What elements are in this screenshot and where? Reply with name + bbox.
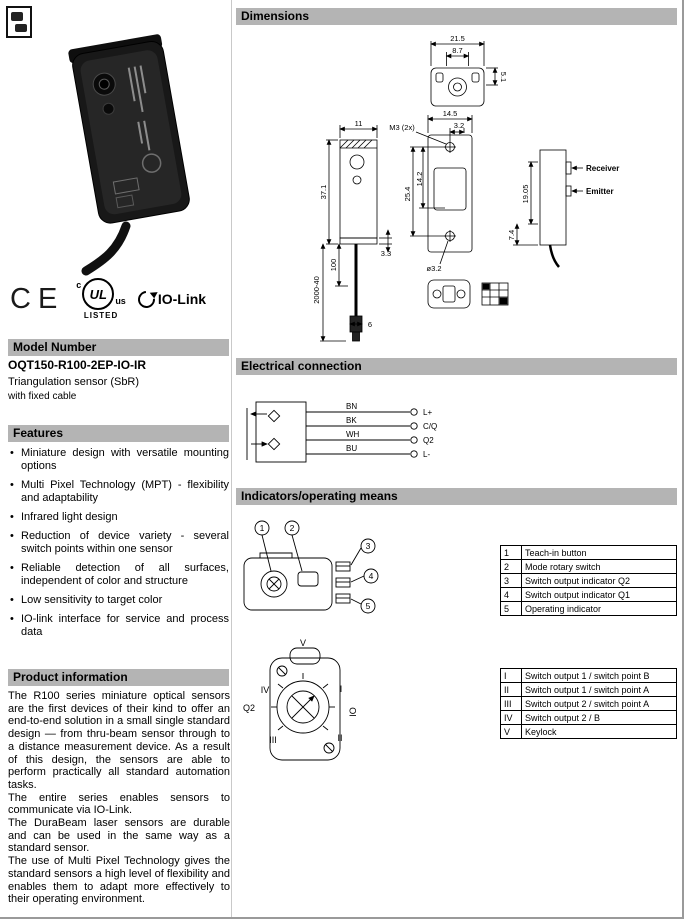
product-information-header: Product information xyxy=(8,669,229,686)
wire-color: BK xyxy=(346,416,357,425)
legend-label: Switch output 1 / switch point A xyxy=(522,683,677,697)
wire-terminal: C/Q xyxy=(423,422,438,431)
dial-position-iii: III xyxy=(269,735,277,745)
legend-key: V xyxy=(501,725,522,739)
dim-label: 5.1 xyxy=(499,71,508,83)
legend-key: 3 xyxy=(501,574,522,588)
legend-label: Switch output 1 / switch point B xyxy=(522,669,677,683)
legend-label: Mode rotary switch xyxy=(522,560,677,574)
dial-position-q2: Q2 xyxy=(242,703,256,713)
legend-row xyxy=(501,574,677,588)
dim-label: 3.2 xyxy=(453,121,465,130)
manufacturer-logo xyxy=(6,6,32,38)
callout-number: 2 xyxy=(289,523,295,533)
model-number-header: Model Number xyxy=(8,339,229,356)
product-info-paragraph: The entire series enables sensors to communicate via IO-Link. xyxy=(8,791,230,817)
feature-item: • Multi Pixel Technology (MPT) - flexibility and adaptability xyxy=(8,479,229,505)
product-info-paragraph: The R100 series miniature optical sensors are the first devices of their kind to offer an end-to-end solution in a small single standard design — from thru-beam sensor through to a distance measurement device. As a result of this design, the sensors are able to perform practically all standard automation tasks. xyxy=(8,690,230,791)
io-link-logo xyxy=(138,291,206,308)
ul-c-text: c xyxy=(76,280,82,290)
feature-item: • Miniature design with versatile mounting options xyxy=(8,447,229,473)
ul-listed-text: LISTED xyxy=(83,311,119,320)
legend-label: Switch output 2 / B xyxy=(522,711,677,725)
dial-position-iv: IV xyxy=(260,685,270,695)
dial-position-ii: II xyxy=(337,733,343,743)
dim-label: 100 xyxy=(329,258,338,272)
ul-mark xyxy=(76,278,126,310)
callout-number: 5 xyxy=(365,601,371,611)
features-header: Features xyxy=(8,425,229,442)
dial-position-i: I xyxy=(339,684,343,694)
legend-row xyxy=(501,546,677,560)
legend-label: Teach-in button xyxy=(522,546,677,560)
legend-row xyxy=(501,560,677,574)
wire-terminal: L- xyxy=(423,450,431,459)
ul-us-text: us xyxy=(115,296,126,306)
dim-label: 25.4 xyxy=(403,186,412,202)
feature-item: • Low sensitivity to target color xyxy=(8,594,229,607)
mounting-view xyxy=(410,115,472,264)
legend-row xyxy=(501,683,677,697)
dim-label: 21.5 xyxy=(450,34,465,43)
legend-key: 2 xyxy=(501,560,522,574)
bottom-view xyxy=(428,280,508,308)
model-note: with fixed cable xyxy=(8,391,77,402)
io-link-symbol-icon xyxy=(134,287,158,311)
legend-label: Switch output indicator Q2 xyxy=(522,574,677,588)
legend-label: Keylock xyxy=(522,725,677,739)
wire-color: BU xyxy=(346,444,358,453)
legend-row xyxy=(501,669,677,683)
legend-row xyxy=(501,602,677,616)
indicators-diagram xyxy=(240,516,390,626)
wire-terminal: Q2 xyxy=(423,436,434,445)
model-number: OQT150-R100-2EP-IO-IR xyxy=(8,358,147,372)
product-photo xyxy=(48,28,218,283)
dim-label: 7.4 xyxy=(507,229,516,241)
dim-label: M3 (2x) xyxy=(389,123,415,132)
legend-label: Switch output 2 / switch point A xyxy=(522,697,677,711)
callout-number: 4 xyxy=(368,571,374,581)
dial-position-io: IO xyxy=(348,707,358,717)
ul-text: UL xyxy=(89,286,107,302)
indicator-legend-table xyxy=(500,545,677,616)
front-view xyxy=(320,125,392,341)
emitter-label: Emitter xyxy=(586,187,614,196)
dim-label: 11 xyxy=(354,119,363,128)
dim-label: 37.1 xyxy=(319,184,328,200)
legend-row xyxy=(501,697,677,711)
rotary-switch-diagram xyxy=(240,638,375,788)
wire-color: BN xyxy=(346,402,358,411)
indicators-header: Indicators/operating means xyxy=(236,488,677,505)
sensor-body xyxy=(68,34,191,226)
legend-label: Operating indicator xyxy=(522,602,677,616)
wire-color: WH xyxy=(346,430,360,439)
receiver-label: Receiver xyxy=(586,164,620,173)
model-type: Triangulation sensor (SbR) xyxy=(8,376,140,388)
legend-key: 1 xyxy=(501,546,522,560)
product-info-paragraph: The DuraBeam laser sensors are durable and can be used in the same way as a standard sensor. xyxy=(8,817,230,855)
feature-item: • Reliable detection of all surfaces, independent of color and structure xyxy=(8,562,229,588)
legend-key: I xyxy=(501,669,522,683)
legend-row xyxy=(501,711,677,725)
wire-terminal: L+ xyxy=(423,408,433,417)
column-divider xyxy=(231,0,232,919)
certification-logos xyxy=(10,274,226,324)
dim-label: 8.7 xyxy=(452,46,463,55)
legend-key: II xyxy=(501,683,522,697)
dim-label: 19.05 xyxy=(521,184,530,204)
dim-label: 14.5 xyxy=(442,109,458,118)
top-view xyxy=(431,41,498,106)
sensor-cable xyxy=(86,226,126,271)
legend-key: III xyxy=(501,697,522,711)
io-link-text: IO-Link xyxy=(157,291,207,307)
side-view xyxy=(513,150,583,267)
product-information xyxy=(8,690,230,906)
legend-key: 4 xyxy=(501,588,522,602)
dim-label: 2000-40 xyxy=(312,276,321,304)
ce-mark: CE xyxy=(10,283,65,315)
dim-label: 6 xyxy=(367,320,373,329)
logo-glyph xyxy=(15,24,27,33)
feature-item: • Infrared light design xyxy=(8,511,229,524)
feature-item: • Reduction of device variety - several switch points within one sensor xyxy=(8,530,229,556)
dim-label: 14.2 xyxy=(415,171,424,187)
dial-position-v: V xyxy=(299,638,307,648)
feature-item: • IO-link interface for service and process data xyxy=(8,613,229,639)
dim-label: 3.3 xyxy=(380,249,392,258)
legend-key: 5 xyxy=(501,602,522,616)
ul-listed-logo xyxy=(76,278,126,320)
electrical-diagram xyxy=(240,382,550,487)
product-info-paragraph: The use of Multi Pixel Technology gives the standard sensors a high level of flexibility and enables them to adapt more effectively to their operating environment. xyxy=(8,855,230,906)
ul-circle-icon xyxy=(82,278,114,310)
dim-label: ø3.2 xyxy=(426,264,442,273)
legend-row xyxy=(501,725,677,739)
dimensions-drawing xyxy=(236,28,677,359)
callout-number: 1 xyxy=(259,523,265,533)
legend-label: Switch output indicator Q1 xyxy=(522,588,677,602)
legend-key: IV xyxy=(501,711,522,725)
logo-glyph xyxy=(11,12,23,21)
callout-number: 3 xyxy=(365,541,371,551)
legend-row xyxy=(501,588,677,602)
features-list xyxy=(8,447,229,645)
dimensions-header: Dimensions xyxy=(236,8,677,25)
electrical-connection-header: Electrical connection xyxy=(236,358,677,375)
switch-legend-table xyxy=(500,668,677,739)
